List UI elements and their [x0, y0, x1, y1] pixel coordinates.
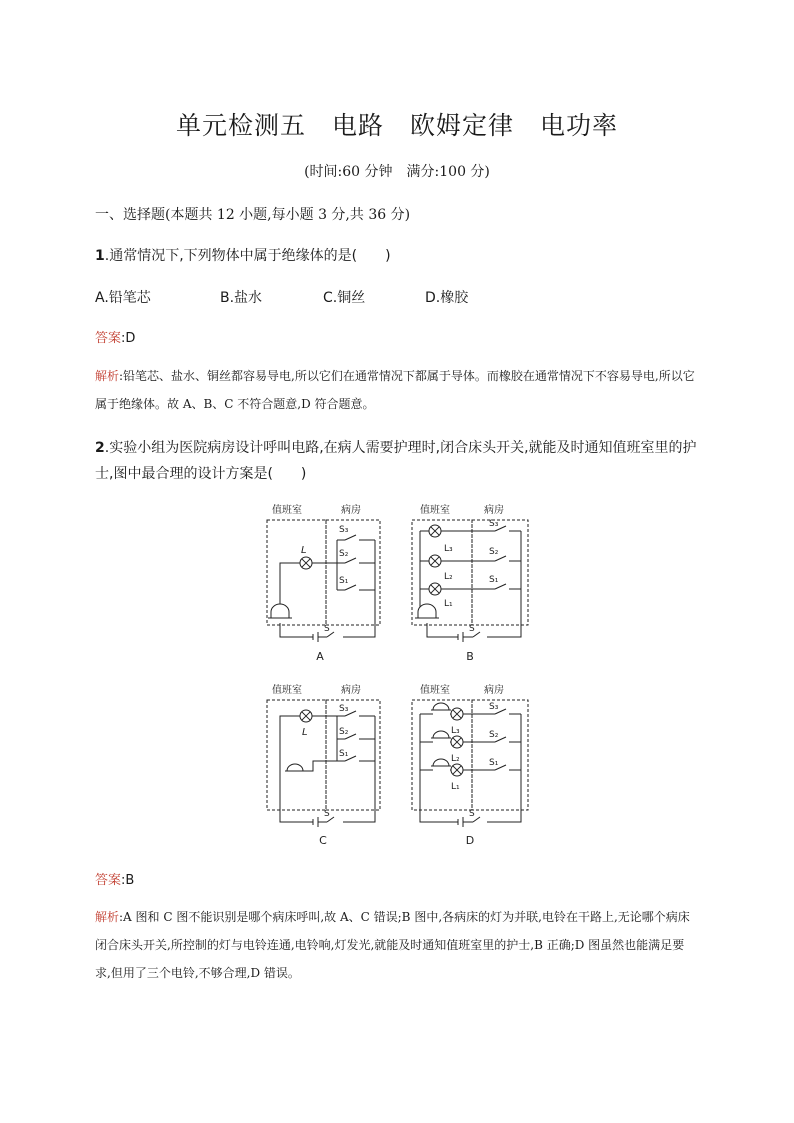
option-d: D.橡胶 [425, 290, 469, 306]
explanation-text: :A 图和 C 图不能识别是哪个病床呼叫,故 A、C 错误;B 图中,各病床的灯为并联,电铃在干路上,无论哪个病床闭合床头开关,所控制的灯与电铃连通,电铃响,灯发光,就能及时通知值班室里的护士,B 正确;D 图虽然也能满足要求,但用了三个电铃,不够合理,D 错误。 [95, 910, 690, 980]
lamp-label-l1: L₁ [451, 782, 460, 792]
switch-label-s: S [469, 809, 475, 819]
room-label-ward: 病房 [341, 685, 361, 696]
question-1 [95, 245, 391, 265]
room-label-duty: 值班室 [420, 685, 450, 696]
answer-1 [95, 327, 135, 346]
switch-label-s: S [324, 624, 330, 634]
lamp-label: L [302, 727, 308, 738]
switch-label-s2: S₂ [489, 547, 499, 557]
explanation-2 [95, 903, 699, 987]
switch-label-s3: S₃ [339, 704, 349, 714]
question-2 [95, 437, 697, 457]
diagram-caption-d: D [465, 834, 475, 847]
question-2-line-2: 士,图中最合理的设计方案是( ) [95, 466, 307, 482]
question-number: 1 [95, 248, 105, 264]
explanation-text: :铅笔芯、盐水、铜丝都容易导电,所以它们在通常情况下都属于导体。而橡胶在通常情况下不容易导电,所以它属于绝缘体。故 A、B、C 不符合题意,D 符合题意。 [95, 369, 695, 411]
room-label-duty: 值班室 [420, 505, 450, 516]
switch-label-s: S [469, 624, 475, 634]
switch-label-s3: S₃ [489, 702, 499, 712]
answer-value: :D [121, 331, 136, 346]
diagram-caption-a: A [316, 650, 324, 663]
room-label-ward: 病房 [341, 505, 361, 516]
exam-info: (时间:60 分钟 满分:100 分) [304, 164, 490, 180]
room-label-duty: 值班室 [272, 685, 302, 696]
option-c: C.铜丝 [323, 290, 366, 306]
switch-label-s2: S₂ [339, 549, 349, 559]
switch-label-s: S [324, 809, 330, 819]
option-a: A.铅笔芯 [95, 290, 151, 306]
switch-label-s3: S₃ [489, 519, 499, 529]
section-heading: 一、选择题(本题共 12 小题,每小题 3 分,共 36 分) [95, 207, 411, 223]
switch-label-s3: S₃ [339, 525, 349, 535]
switch-label-s2: S₂ [339, 727, 349, 737]
lamp-label-l1: L₁ [444, 599, 453, 609]
lamp-label-l3: L₃ [451, 726, 460, 736]
lamp-label-l2: L₂ [451, 754, 460, 764]
lamp-label-l2: L₂ [444, 572, 453, 582]
lamp-label: L [301, 545, 307, 556]
explanation-label: 解析 [95, 910, 120, 924]
room-label-duty: 值班室 [272, 505, 302, 516]
question-stem: .通常情况下,下列物体中属于绝缘体的是( ) [104, 248, 391, 264]
switch-label-s1: S₁ [489, 758, 499, 768]
question-number: 2 [95, 440, 105, 456]
room-label-ward: 病房 [484, 505, 504, 516]
room-label-ward: 病房 [484, 685, 504, 696]
switch-label-s1: S₁ [339, 749, 349, 759]
answer-value: :B [121, 873, 135, 888]
page-title: 单元检测五 电路 欧姆定律 电功率 [175, 111, 618, 140]
switch-label-s1: S₁ [339, 576, 349, 586]
diagram-caption-b: B [466, 650, 474, 663]
answer-label: 答案 [95, 331, 122, 346]
switch-label-s1: S₁ [489, 575, 499, 585]
diagram-caption-c: C [319, 834, 327, 847]
option-b: B.盐水 [220, 290, 263, 306]
explanation-label: 解析 [95, 369, 120, 383]
switch-label-s2: S₂ [489, 730, 499, 740]
circuit-diagrams [255, 495, 545, 855]
question-stem-line-1: .实验小组为医院病房设计呼叫电路,在病人需要护理时,闭合床头开关,就能及时通知值班室里的护 [104, 440, 697, 456]
lamp-label-l3: L₃ [444, 544, 453, 554]
explanation-1 [95, 362, 699, 418]
answer-label: 答案 [95, 873, 122, 888]
answer-2 [95, 869, 134, 888]
